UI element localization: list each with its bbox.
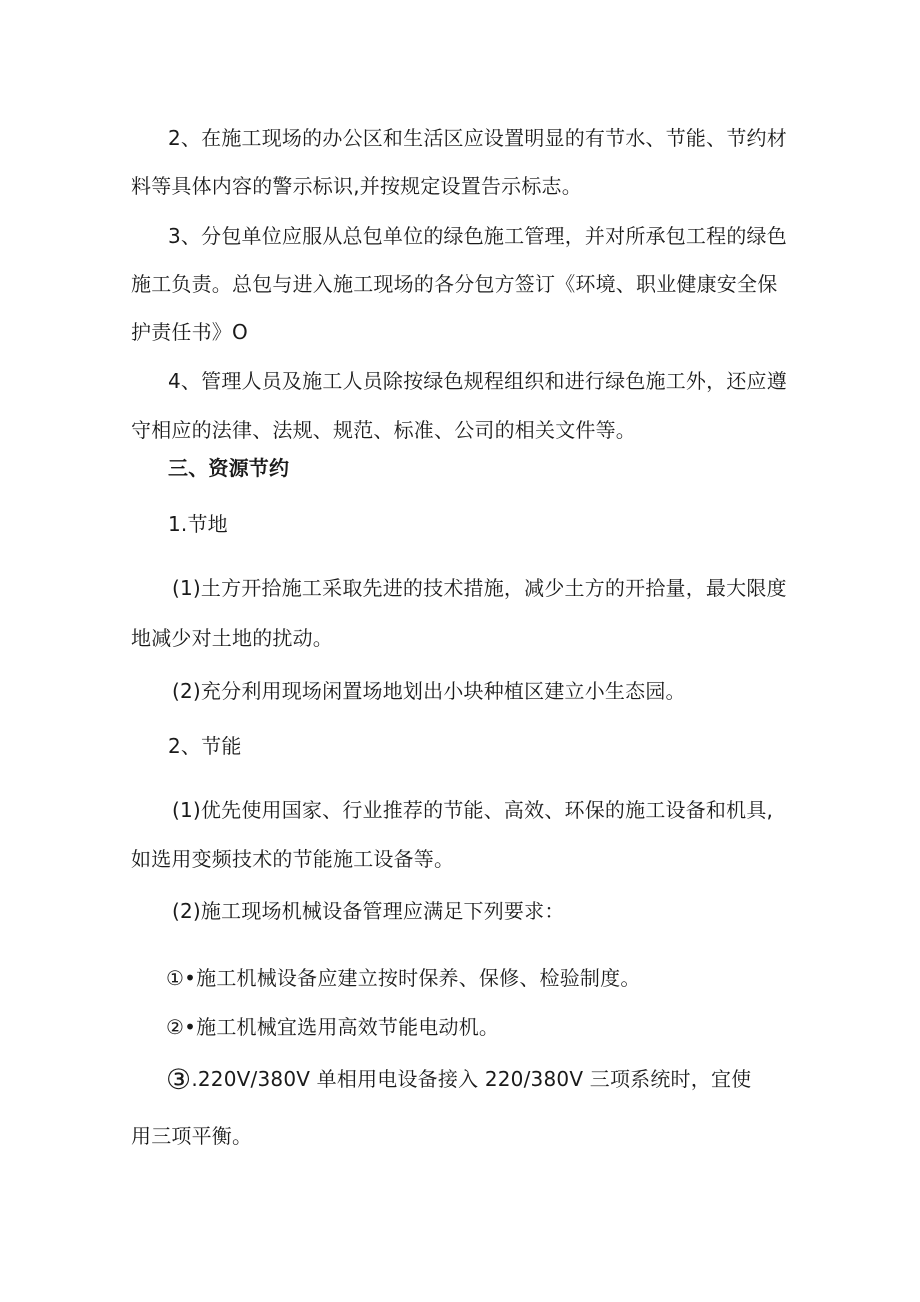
list-item: ①•施工机械设备应建立按时保养、保修、检验制度。: [166, 966, 641, 990]
paragraph-line: 4、管理人员及施工人员除按绿色规程组织和进行绿色施工外，还应遵: [168, 369, 787, 393]
paragraph-line: 2、在施工现场的办公区和生活区应设置明显的有节水、节能、节约材: [168, 126, 787, 150]
paragraph-line: 施工负责。总包与进入施工现场的各分包方签订《环境、职业健康安全保: [131, 272, 778, 296]
subsection-heading: 2、节能: [168, 734, 242, 758]
paragraph-line: 用三项平衡。: [131, 1124, 253, 1148]
list-item: ②•施工机械宜选用高效节能电动机。: [166, 1015, 500, 1039]
list-item-text: .220V/380V 单相用电设备接入 220/380V 三项系统时，宜使: [191, 1067, 752, 1091]
list-marker: ③: [166, 1063, 192, 1096]
paragraph-line: 3、分包单位应服从总包单位的绿色施工管理，并对所承包工程的绿色: [168, 224, 787, 248]
paragraph-line: 如选用变频技术的节能施工设备等。: [131, 847, 455, 871]
section-heading: 三、资源节约: [168, 456, 290, 480]
paragraph-line: 料等具体内容的警示标识,并按规定设置告示标志。: [131, 174, 582, 198]
paragraph-line: 地减少对土地的扰动。: [131, 626, 333, 650]
paragraph-line: (1)优先使用国家、行业推荐的节能、高效、环保的施工设备和机具,: [172, 798, 774, 822]
subsection-heading: 1.节地: [168, 512, 228, 536]
paragraph-line: (1)土方开拾施工采取先进的技术措施，减少土方的开拾量，最大限度: [172, 576, 787, 600]
paragraph-line: 守相应的法律、法规、规范、标准、公司的相关文件等。: [131, 418, 636, 442]
paragraph-line: (2)充分利用现场闲置场地划出小块种植区建立小生态园。: [172, 679, 686, 703]
paragraph-line: 护责任书》O: [131, 320, 248, 344]
paragraph-line: (2)施工现场机械设备管理应满足下列要求：: [172, 899, 565, 923]
list-item: [166, 1063, 752, 1096]
